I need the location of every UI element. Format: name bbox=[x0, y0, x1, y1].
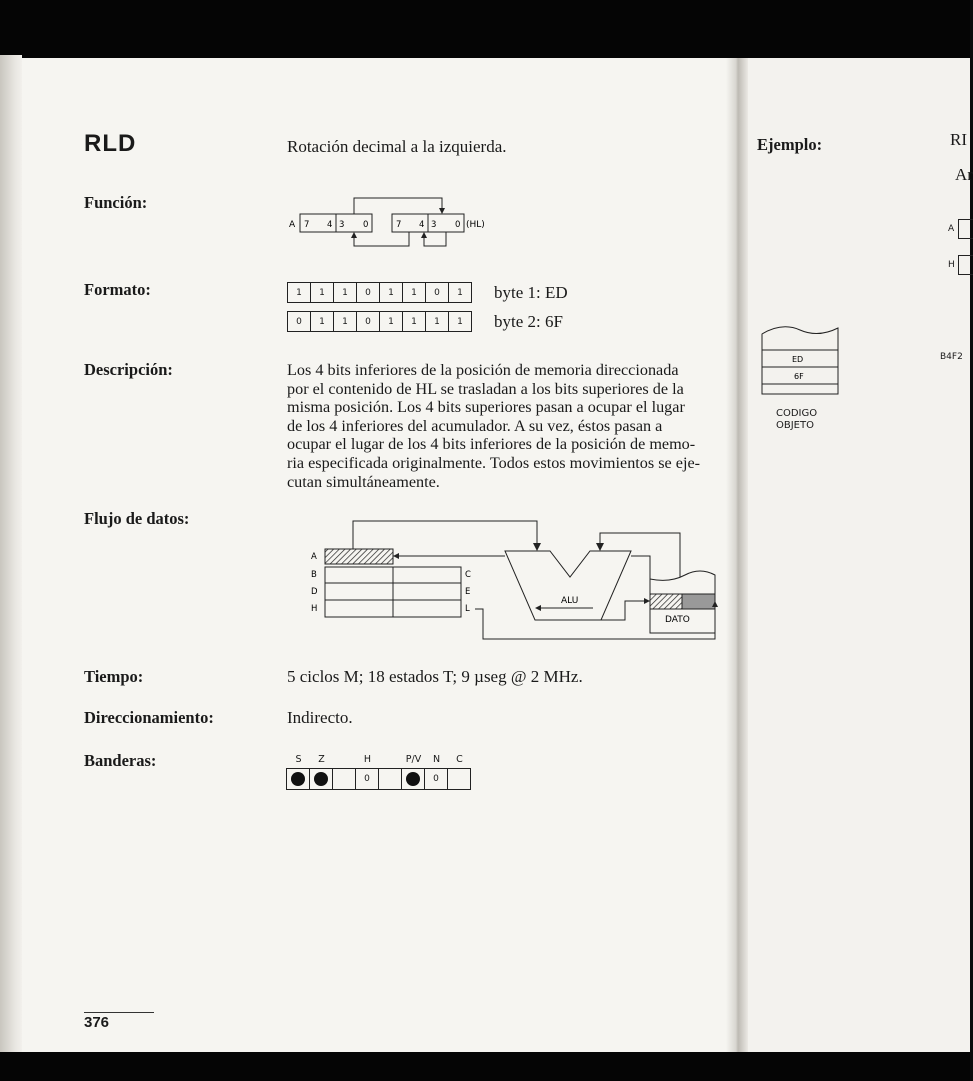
format-byte1-bit: 1 bbox=[380, 283, 403, 302]
object-code-memory bbox=[760, 322, 840, 402]
flag-affected-dot-icon bbox=[314, 772, 328, 786]
format-byte1-bit: 1 bbox=[334, 283, 357, 302]
function-rotation-diagram bbox=[284, 192, 504, 252]
right-reg-a: A bbox=[948, 224, 955, 234]
data-flow-diagram bbox=[305, 515, 725, 650]
format-byte1-cells bbox=[287, 282, 472, 303]
format-byte1-label: byte 1: ED bbox=[494, 283, 568, 302]
right-reg-h: H bbox=[948, 260, 955, 270]
label-funcion: Función: bbox=[84, 193, 148, 212]
flag-header-label: S bbox=[295, 754, 302, 765]
label-descripcion: Descripción: bbox=[84, 360, 173, 379]
format-byte1-bit: 1 bbox=[457, 287, 463, 298]
function-m-bit: 3 bbox=[431, 220, 437, 230]
flag-affected-dot-icon bbox=[406, 772, 420, 786]
alu-label: ALU bbox=[561, 596, 579, 606]
label-flujo: Flujo de datos: bbox=[84, 509, 190, 528]
function-a-bit: 4 bbox=[327, 220, 333, 230]
label-direccionamiento: Direccionamiento: bbox=[84, 708, 214, 727]
label-formato: Formato: bbox=[84, 280, 151, 299]
format-byte2-bit: 1 bbox=[403, 312, 426, 331]
format-byte1-bit: 0 bbox=[426, 283, 449, 302]
function-m-bit: 7 bbox=[396, 220, 402, 230]
page-number: 376 bbox=[84, 1014, 110, 1031]
top-dark-border bbox=[0, 0, 970, 60]
object-code-byte: 6F bbox=[794, 372, 804, 381]
flag-header-label: H bbox=[363, 754, 372, 765]
flag-cell: 0 bbox=[356, 769, 379, 789]
format-byte2-bit: 0 bbox=[357, 312, 380, 331]
right-address: B4F2 bbox=[940, 352, 963, 362]
instruction-title: RLD bbox=[84, 130, 137, 157]
tiempo-value: 5 ciclos M; 18 estados T; 9 µseg @ 2 MHz. bbox=[287, 667, 583, 686]
description-line: ocupar el lugar de los 4 bits inferiores de la posición de memo- bbox=[287, 435, 696, 454]
bottom-dark-border bbox=[0, 1052, 970, 1081]
flag-header-label: C bbox=[456, 754, 463, 765]
function-m-bit: 0 bbox=[455, 220, 461, 230]
function-a-bit: 7 bbox=[304, 220, 310, 230]
description-line: de los 4 inferiores del acumulador. A su vez, éstos pasan a bbox=[287, 416, 663, 435]
right-reg-h-box bbox=[958, 255, 973, 275]
format-byte2-bit: 1 bbox=[311, 312, 334, 331]
book-binding-edge bbox=[0, 55, 22, 1055]
format-byte1-bit: 1 bbox=[403, 283, 426, 302]
right-reg-a-box bbox=[958, 219, 973, 239]
right-heading-fragment: RI bbox=[950, 130, 967, 149]
flag-header-label: P/V bbox=[405, 754, 422, 765]
object-code-caption-2: OBJETO bbox=[776, 420, 814, 431]
format-byte2-bit: 1 bbox=[457, 316, 463, 327]
instruction-summary: Rotación decimal a la izquierda. bbox=[287, 137, 507, 156]
reg-l-label: L bbox=[465, 604, 470, 614]
flag-header-label bbox=[333, 754, 356, 765]
reg-h-label: H bbox=[311, 604, 318, 614]
footer-rule bbox=[84, 1012, 154, 1013]
flag-cell bbox=[402, 769, 425, 789]
description-line: cutan simultáneamente. bbox=[287, 472, 440, 491]
reg-d-label: D bbox=[311, 587, 318, 597]
flag-cell bbox=[287, 769, 310, 789]
flag-cell: 0 bbox=[425, 769, 448, 789]
description-text bbox=[287, 361, 737, 491]
object-code-byte: ED bbox=[792, 355, 804, 364]
format-byte2-bit: 1 bbox=[334, 312, 357, 331]
direccionamiento-value: Indirecto. bbox=[287, 708, 353, 727]
format-byte2-bit: 0 bbox=[288, 312, 311, 331]
reg-a-label: A bbox=[311, 552, 317, 562]
right-ejemplo-label: Ejemplo: bbox=[757, 135, 823, 154]
book-gutter bbox=[726, 58, 748, 1052]
flag-header-label bbox=[379, 754, 402, 765]
flag-affected-dot-icon bbox=[291, 772, 305, 786]
reg-b-label: B bbox=[311, 570, 317, 580]
format-byte2-cells bbox=[287, 311, 472, 332]
right-line-fragment: Ar bbox=[955, 165, 973, 184]
description-line: ria especificada originalmente. Todos estos movimientos se eje- bbox=[287, 453, 701, 472]
description-line: misma posición. Los 4 bits superiores pasan a ocupar el lugar bbox=[287, 398, 685, 417]
format-byte2-bit: 1 bbox=[380, 312, 403, 331]
label-tiempo: Tiempo: bbox=[84, 667, 144, 686]
flag-cell bbox=[310, 769, 333, 789]
flags-header bbox=[287, 754, 471, 765]
flag-cell bbox=[333, 769, 356, 789]
flag-cell bbox=[448, 769, 470, 789]
object-code-caption-1: CODIGO bbox=[776, 408, 818, 419]
format-byte2-bit: 1 bbox=[426, 312, 449, 331]
format-byte1-bit: 1 bbox=[311, 283, 334, 302]
function-m-label: (HL) bbox=[466, 220, 485, 230]
format-byte1-bit: 0 bbox=[357, 283, 380, 302]
function-m-bit: 4 bbox=[419, 220, 425, 230]
right-page bbox=[734, 58, 970, 1052]
function-a-bit: 0 bbox=[363, 220, 369, 230]
description-line: por el contenido de HL se trasladan a los bits superiores de la bbox=[287, 379, 684, 398]
format-byte2-label: byte 2: 6F bbox=[494, 312, 563, 331]
flags-cells bbox=[286, 768, 471, 790]
description-line: Los 4 bits inferiores de la posición de memoria direccionada bbox=[287, 361, 679, 379]
reg-e-label: E bbox=[465, 587, 471, 597]
flag-header-label: Z bbox=[318, 754, 325, 765]
flag-cell bbox=[379, 769, 402, 789]
reg-c-label: C bbox=[465, 570, 471, 580]
label-banderas: Banderas: bbox=[84, 751, 157, 770]
flag-header-label: N bbox=[432, 754, 441, 765]
dato-label: DATO bbox=[665, 615, 690, 625]
function-a-bit: 3 bbox=[339, 220, 345, 230]
format-byte1-bit: 1 bbox=[288, 283, 311, 302]
function-a-label: A bbox=[289, 220, 296, 230]
